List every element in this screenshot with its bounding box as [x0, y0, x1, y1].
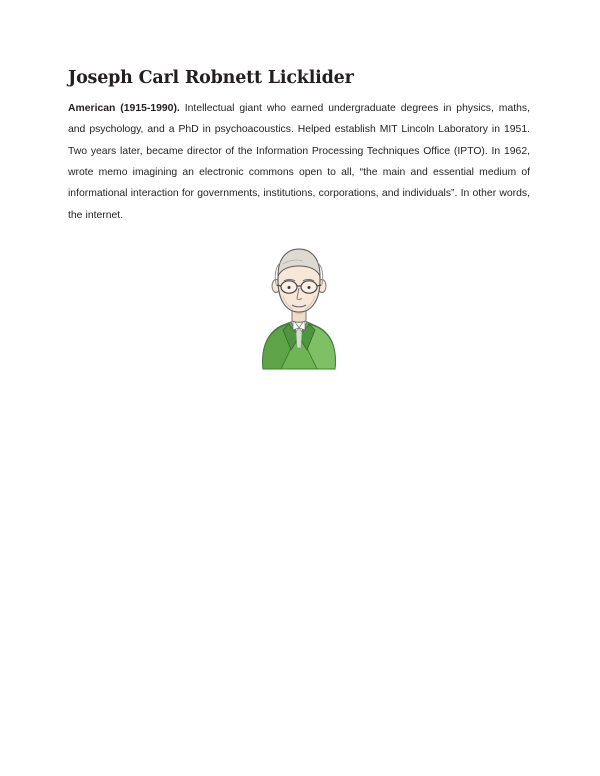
portrait-illustration-icon — [231, 240, 367, 370]
article-paragraph — [68, 98, 530, 226]
article-content — [68, 68, 530, 380]
nationality-dates-label: American (1915-1990). — [68, 103, 180, 114]
page-title: Joseph Carl Robnett Licklider — [68, 68, 354, 88]
portrait-container — [68, 240, 530, 370]
figure-area — [68, 240, 530, 380]
biography-text: Intellectual giant who earned undergraduate degrees in physics, maths, and psychology, and a PhD in psychoacoustics. Helped establish MIT Lincoln Laboratory in 1951. Two years later, became director of the Information Processing Techniques Office (IPTO). In 1962, wrote memo imagining an electronic commons open to all, “the main and essential medium of informational interaction for governments, institutions, corporations, and individuals”. In other words, the internet. — [68, 103, 530, 221]
